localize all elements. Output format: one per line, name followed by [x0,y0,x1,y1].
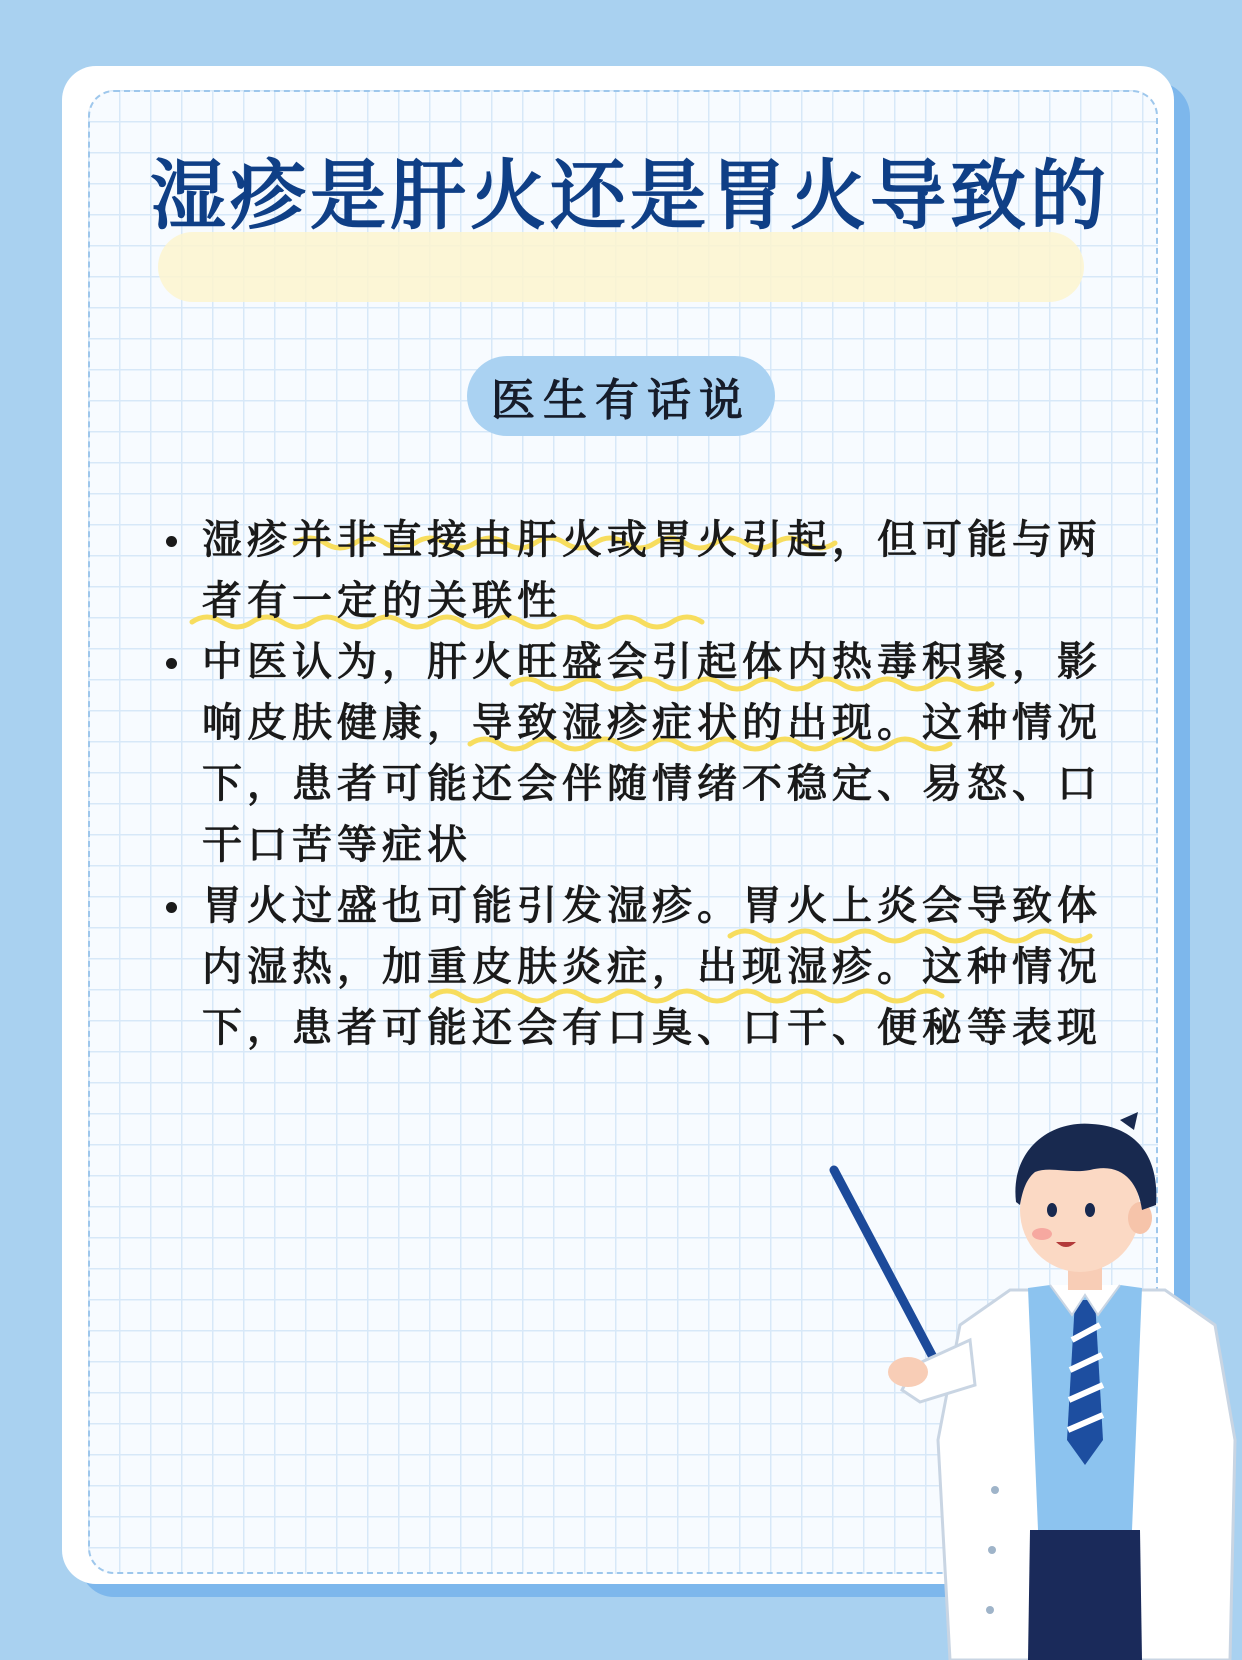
page-title: 湿疹是肝火还是胃火导致的 [150,151,1110,240]
doctor-icon [820,1110,1242,1660]
badge-label: 医生有话说 [491,375,751,426]
bullet-item: 中医认为，肝火旺盛会引起体内热毒积聚，影响皮肤健康，导致湿疹症状的出现。这种情况下，患者可能还会伴随情绪不稳定、易怒、口干口苦等症状 [160,632,1110,876]
pants [1028,1530,1142,1660]
bullet-list [160,510,1110,1059]
pointer-stick-icon [834,1170,944,1378]
bullet-item: 胃火过盛也可能引发湿疹。胃火上炎会导致体内湿热，加重皮肤炎症，出现湿疹。这种情况下，患者可能还会有口臭、口干、便秘等表现 [160,876,1110,1059]
bullet-item: 湿疹并非直接由肝火或胃火引起，但可能与两者有一定的关联性 [160,510,1110,632]
doctor-says-badge [467,356,775,436]
hand [888,1357,928,1387]
